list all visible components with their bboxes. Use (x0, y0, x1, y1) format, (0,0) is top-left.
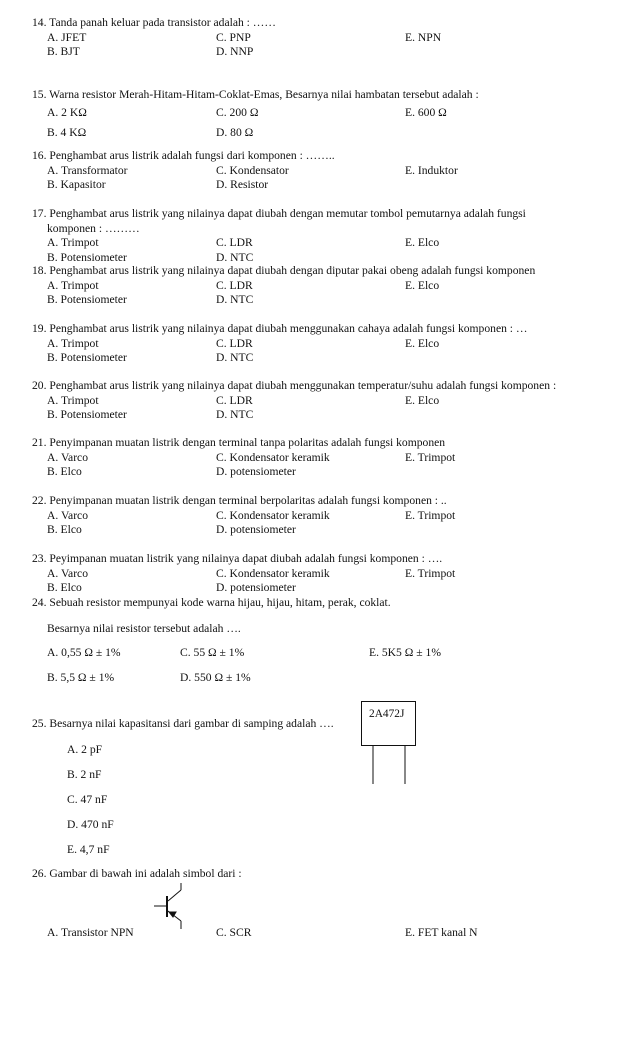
option-b[interactable]: B. Potensiometer (47, 293, 127, 307)
option-d[interactable]: D. potensiometer (216, 465, 296, 479)
question-stem: 15. Warna resistor Merah-Hitam-Hitam-Coklat-Emas, Besarnya nilai hambatan tersebut adalah : (32, 88, 479, 101)
option-d[interactable]: D. NTC (216, 408, 254, 422)
option-e[interactable]: E. NPN (405, 30, 442, 44)
transistor-symbol-icon (154, 883, 181, 929)
option-e[interactable]: E. FET kanal N (405, 926, 478, 939)
option-d[interactable]: D. Resistor (216, 178, 269, 192)
question-stem-continued: komponen : ……… (47, 221, 140, 235)
option-d[interactable]: D. potensiometer (216, 523, 296, 537)
option-e[interactable]: E. Elco (405, 278, 440, 292)
option-e[interactable]: E. Trimpot (405, 450, 456, 464)
question-stem: 22. Penyimpanan muatan listrik dengan terminal berpolaritas adalah fungsi komponen : .. (32, 494, 447, 507)
option-c[interactable]: C. 200 Ω (216, 105, 259, 119)
option-b[interactable]: B. Potensiometer (47, 250, 127, 264)
question-stem: 23. Peyimpanan muatan listrik yang nilainya dapat diubah adalah fungsi komponen : …. (32, 552, 443, 565)
transistor-collector (168, 890, 181, 901)
option-a[interactable]: A. 2 pF (67, 743, 103, 756)
option-b[interactable]: B. 2 nF (67, 768, 102, 781)
option-e[interactable]: E. Trimpot (405, 508, 456, 522)
option-c[interactable]: C. SCR (216, 926, 252, 939)
option-c[interactable]: C. Kondensator keramik (216, 450, 330, 464)
option-a[interactable]: A. Trimpot (47, 393, 99, 407)
option-c[interactable]: C. PNP (216, 30, 251, 44)
option-c[interactable]: C. Kondensator keramik (216, 508, 330, 522)
option-e[interactable]: E. Elco (405, 393, 440, 407)
option-d[interactable]: D. 470 nF (67, 818, 114, 831)
option-b[interactable]: B. BJT (47, 45, 80, 59)
question-24-subtext: Besarnya nilai resistor tersebut adalah …. (47, 622, 241, 635)
option-a[interactable]: A. JFET (47, 30, 87, 44)
option-d[interactable]: D. potensiometer (216, 581, 296, 595)
option-b[interactable]: B. 4 KΩ (47, 125, 87, 139)
question-stem: 20. Penghambat arus listrik yang nilainya dapat diubah menggunakan temperatur/suhu adalah fungsi komponen : (32, 379, 557, 392)
question-stem: 18. Penghambat arus listrik yang nilainya dapat diubah dengan diputar pakai obeng adalah fungsi komponen (32, 264, 536, 277)
option-a[interactable]: A. 0,55 Ω ± 1% (47, 646, 121, 659)
option-a[interactable]: A. Varco (47, 566, 88, 580)
question-stem: 19. Penghambat arus listrik yang nilainya dapat diubah menggunakan cahaya adalah fungsi komponen : … (32, 322, 528, 335)
option-d[interactable]: D. 550 Ω ± 1% (180, 671, 251, 684)
capacitor-code-label: 2A472J (369, 708, 405, 720)
option-a[interactable]: A. Trimpot (47, 236, 99, 250)
option-a[interactable]: A. Transistor NPN (47, 926, 134, 939)
option-d[interactable]: D. NTC (216, 351, 254, 365)
option-b[interactable]: B. Elco (47, 581, 82, 595)
option-e[interactable]: E. 5K5 Ω ± 1% (369, 646, 441, 659)
option-a[interactable]: A. Trimpot (47, 336, 99, 350)
option-b[interactable]: B. Elco (47, 465, 82, 479)
question-stem: 24. Sebuah resistor mempunyai kode warna hijau, hijau, hitam, perak, coklat. (32, 596, 391, 609)
option-e[interactable]: E. Elco (405, 336, 440, 350)
option-c[interactable]: C. LDR (216, 336, 253, 350)
option-c[interactable]: C. LDR (216, 278, 253, 292)
option-d[interactable]: D. 80 Ω (216, 125, 254, 139)
option-e[interactable]: E. 4,7 nF (67, 843, 110, 856)
question-stem: 14. Tanda panah keluar pada transistor adalah : …… (32, 16, 276, 29)
option-b[interactable]: B. 5,5 Ω ± 1% (47, 671, 115, 684)
option-a[interactable]: A. Varco (47, 450, 88, 464)
option-e[interactable]: E. Induktor (405, 163, 458, 177)
option-d[interactable]: D. NTC (216, 293, 254, 307)
option-b[interactable]: B. Potensiometer (47, 351, 127, 365)
option-e[interactable]: E. Elco (405, 236, 440, 250)
option-d[interactable]: D. NNP (216, 45, 254, 59)
option-c[interactable]: C. LDR (216, 393, 253, 407)
option-c[interactable]: C. 47 nF (67, 793, 108, 806)
option-a[interactable]: A. Varco (47, 508, 88, 522)
question-stem: 16. Penghambat arus listrik adalah fungsi dari komponen : …….. (32, 149, 335, 162)
option-b[interactable]: B. Kapasitor (47, 178, 106, 192)
option-c[interactable]: C. LDR (216, 236, 253, 250)
option-c[interactable]: C. Kondensator (216, 163, 289, 177)
question-25-stem: 25. Besarnya nilai kapasitansi dari gambar di samping adalah …. (32, 717, 334, 730)
option-e[interactable]: E. 600 Ω (405, 105, 447, 119)
option-a[interactable]: A. Transformator (47, 163, 128, 177)
option-b[interactable]: B. Elco (47, 523, 82, 537)
option-e[interactable]: E. Trimpot (405, 566, 456, 580)
question-26-stem: 26. Gambar di bawah ini adalah simbol dari : (32, 867, 242, 880)
option-c[interactable]: C. Kondensator keramik (216, 566, 330, 580)
question-stem: 17. Penghambat arus listrik yang nilainya dapat diubah dengan memutar tombol pemutarnya adalah fungsi (32, 207, 526, 220)
option-d[interactable]: D. NTC (216, 250, 254, 264)
option-a[interactable]: A. 2 KΩ (47, 105, 87, 119)
option-b[interactable]: B. Potensiometer (47, 408, 127, 422)
option-c[interactable]: C. 55 Ω ± 1% (180, 646, 245, 659)
option-a[interactable]: A. Trimpot (47, 278, 99, 292)
capacitor-leads (373, 746, 405, 784)
question-stem: 21. Penyimpanan muatan listrik dengan terminal tanpa polaritas adalah fungsi komponen (32, 436, 446, 449)
